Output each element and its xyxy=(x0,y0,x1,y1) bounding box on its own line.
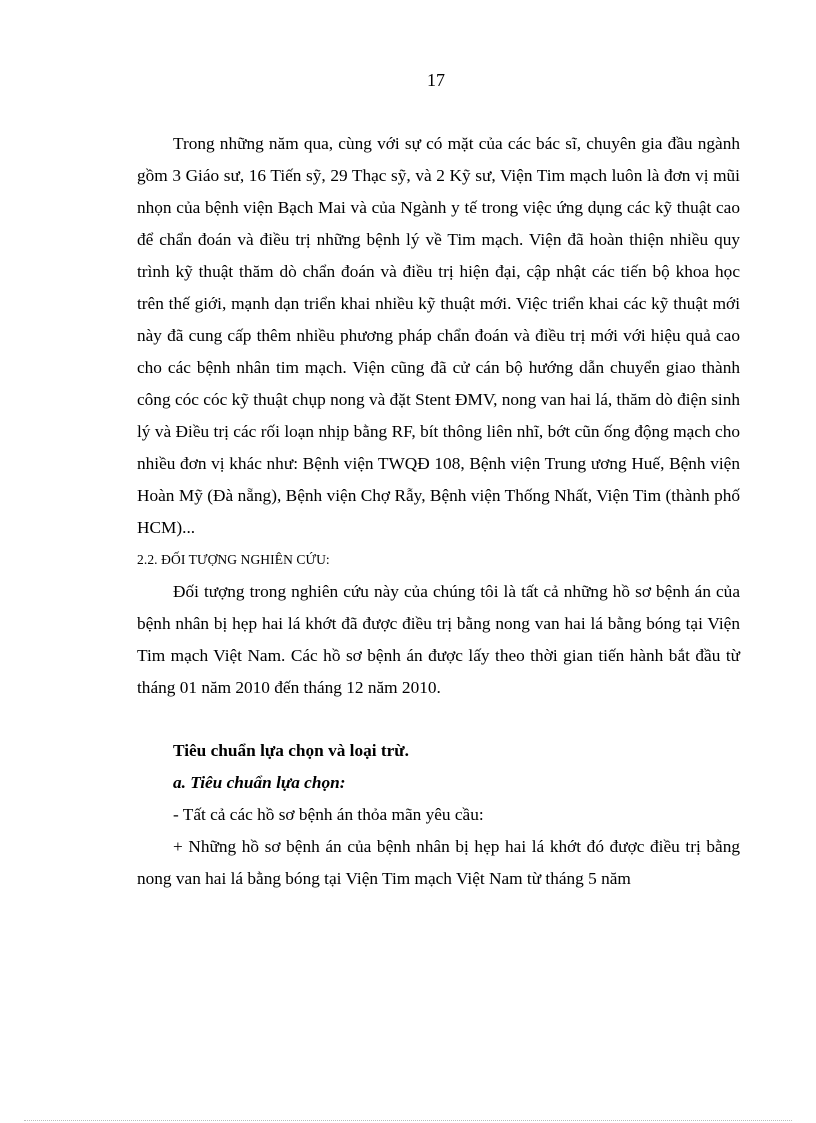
page-content xyxy=(137,128,740,895)
section-heading: 2.2. ĐỐI TƯỢNG NGHIÊN CỨU: xyxy=(137,552,330,567)
page-number: 17 xyxy=(427,70,445,90)
subjects-paragraph: Đối tượng trong nghiên cứu này của chúng tôi là tất cả những hồ sơ bệnh án của bệnh nhân bị hẹp hai lá khớt đã được điều trị bằng nong van hai lá bằng bóng tại Viện Tim mạch Việt Nam. Các hồ sơ bệnh án được lấy theo thời gian tiến hành bắt đầu từ tháng 01 năm 2010 đến tháng 12 năm 2010. xyxy=(137,582,740,697)
criteria-heading: Tiêu chuẩn lựa chọn và loại trừ. xyxy=(173,741,409,760)
intro-paragraph: Trong những năm qua, cùng với sự có mặt của các bác sĩ, chuyên gia đầu ngành gồm 3 Giáo sư, 16 Tiến sỹ, 29 Thạc sỹ, và 2 Kỹ sư, Viện Tim mạch luôn là đơn vị mũi nhọn của bệnh viện Bạch Mai và của Ngành y tế trong việc ứng dụng các kỹ thuật cao để chẩn đoán và điều trị những bệnh lý về Tim mạch. Viện đã hoàn thiện nhiều quy trình kỹ thuật thăm dò chẩn đoán và điều trị hiện đại, cập nhật các tiến bộ khoa học trên thế giới, mạnh dạn triển khai nhiều kỹ thuật mới. Việc triển khai các kỹ thuật mới này đã cung cấp thêm nhiều phương pháp chẩn đoán và điều trị mới với hiệu quả cao cho các bệnh nhân tim mạch. Viện cũng đã cử cán bộ hướng dẫn chuyển giao thành công cóc cóc kỹ thuật chụp nong và đặt Stent ĐMV, nong van hai lá, thăm dò điện sinh lý và Điều trị các rối loạn nhịp bằng RF, bít thông liên nhĩ, bớt cũn ống động mạch cho nhiều đơn vị khác như: Bệnh viện TWQĐ 108, Bệnh viện Trung ương Huế, Bệnh viện Hoàn Mỹ (Đà nẵng), Bệnh viện Chợ Rẫy, Bệnh viện Thống Nhất, Viện Tim (thành phố HCM)... xyxy=(137,134,740,537)
criteria-item: - Tất cả các hồ sơ bệnh án thỏa mãn yêu cầu: xyxy=(173,805,484,824)
criteria-sub-item: + Những hồ sơ bệnh án của bệnh nhân bị hẹp hai lá khớt đó được điều trị bằng nong van hai lá bằng bóng tại Viện Tim mạch Việt Nam từ tháng 5 năm xyxy=(137,837,740,888)
page-bottom-divider xyxy=(24,1120,792,1121)
spacer xyxy=(137,704,740,735)
selection-criteria-heading: a. Tiêu chuẩn lựa chọn: xyxy=(173,773,346,792)
